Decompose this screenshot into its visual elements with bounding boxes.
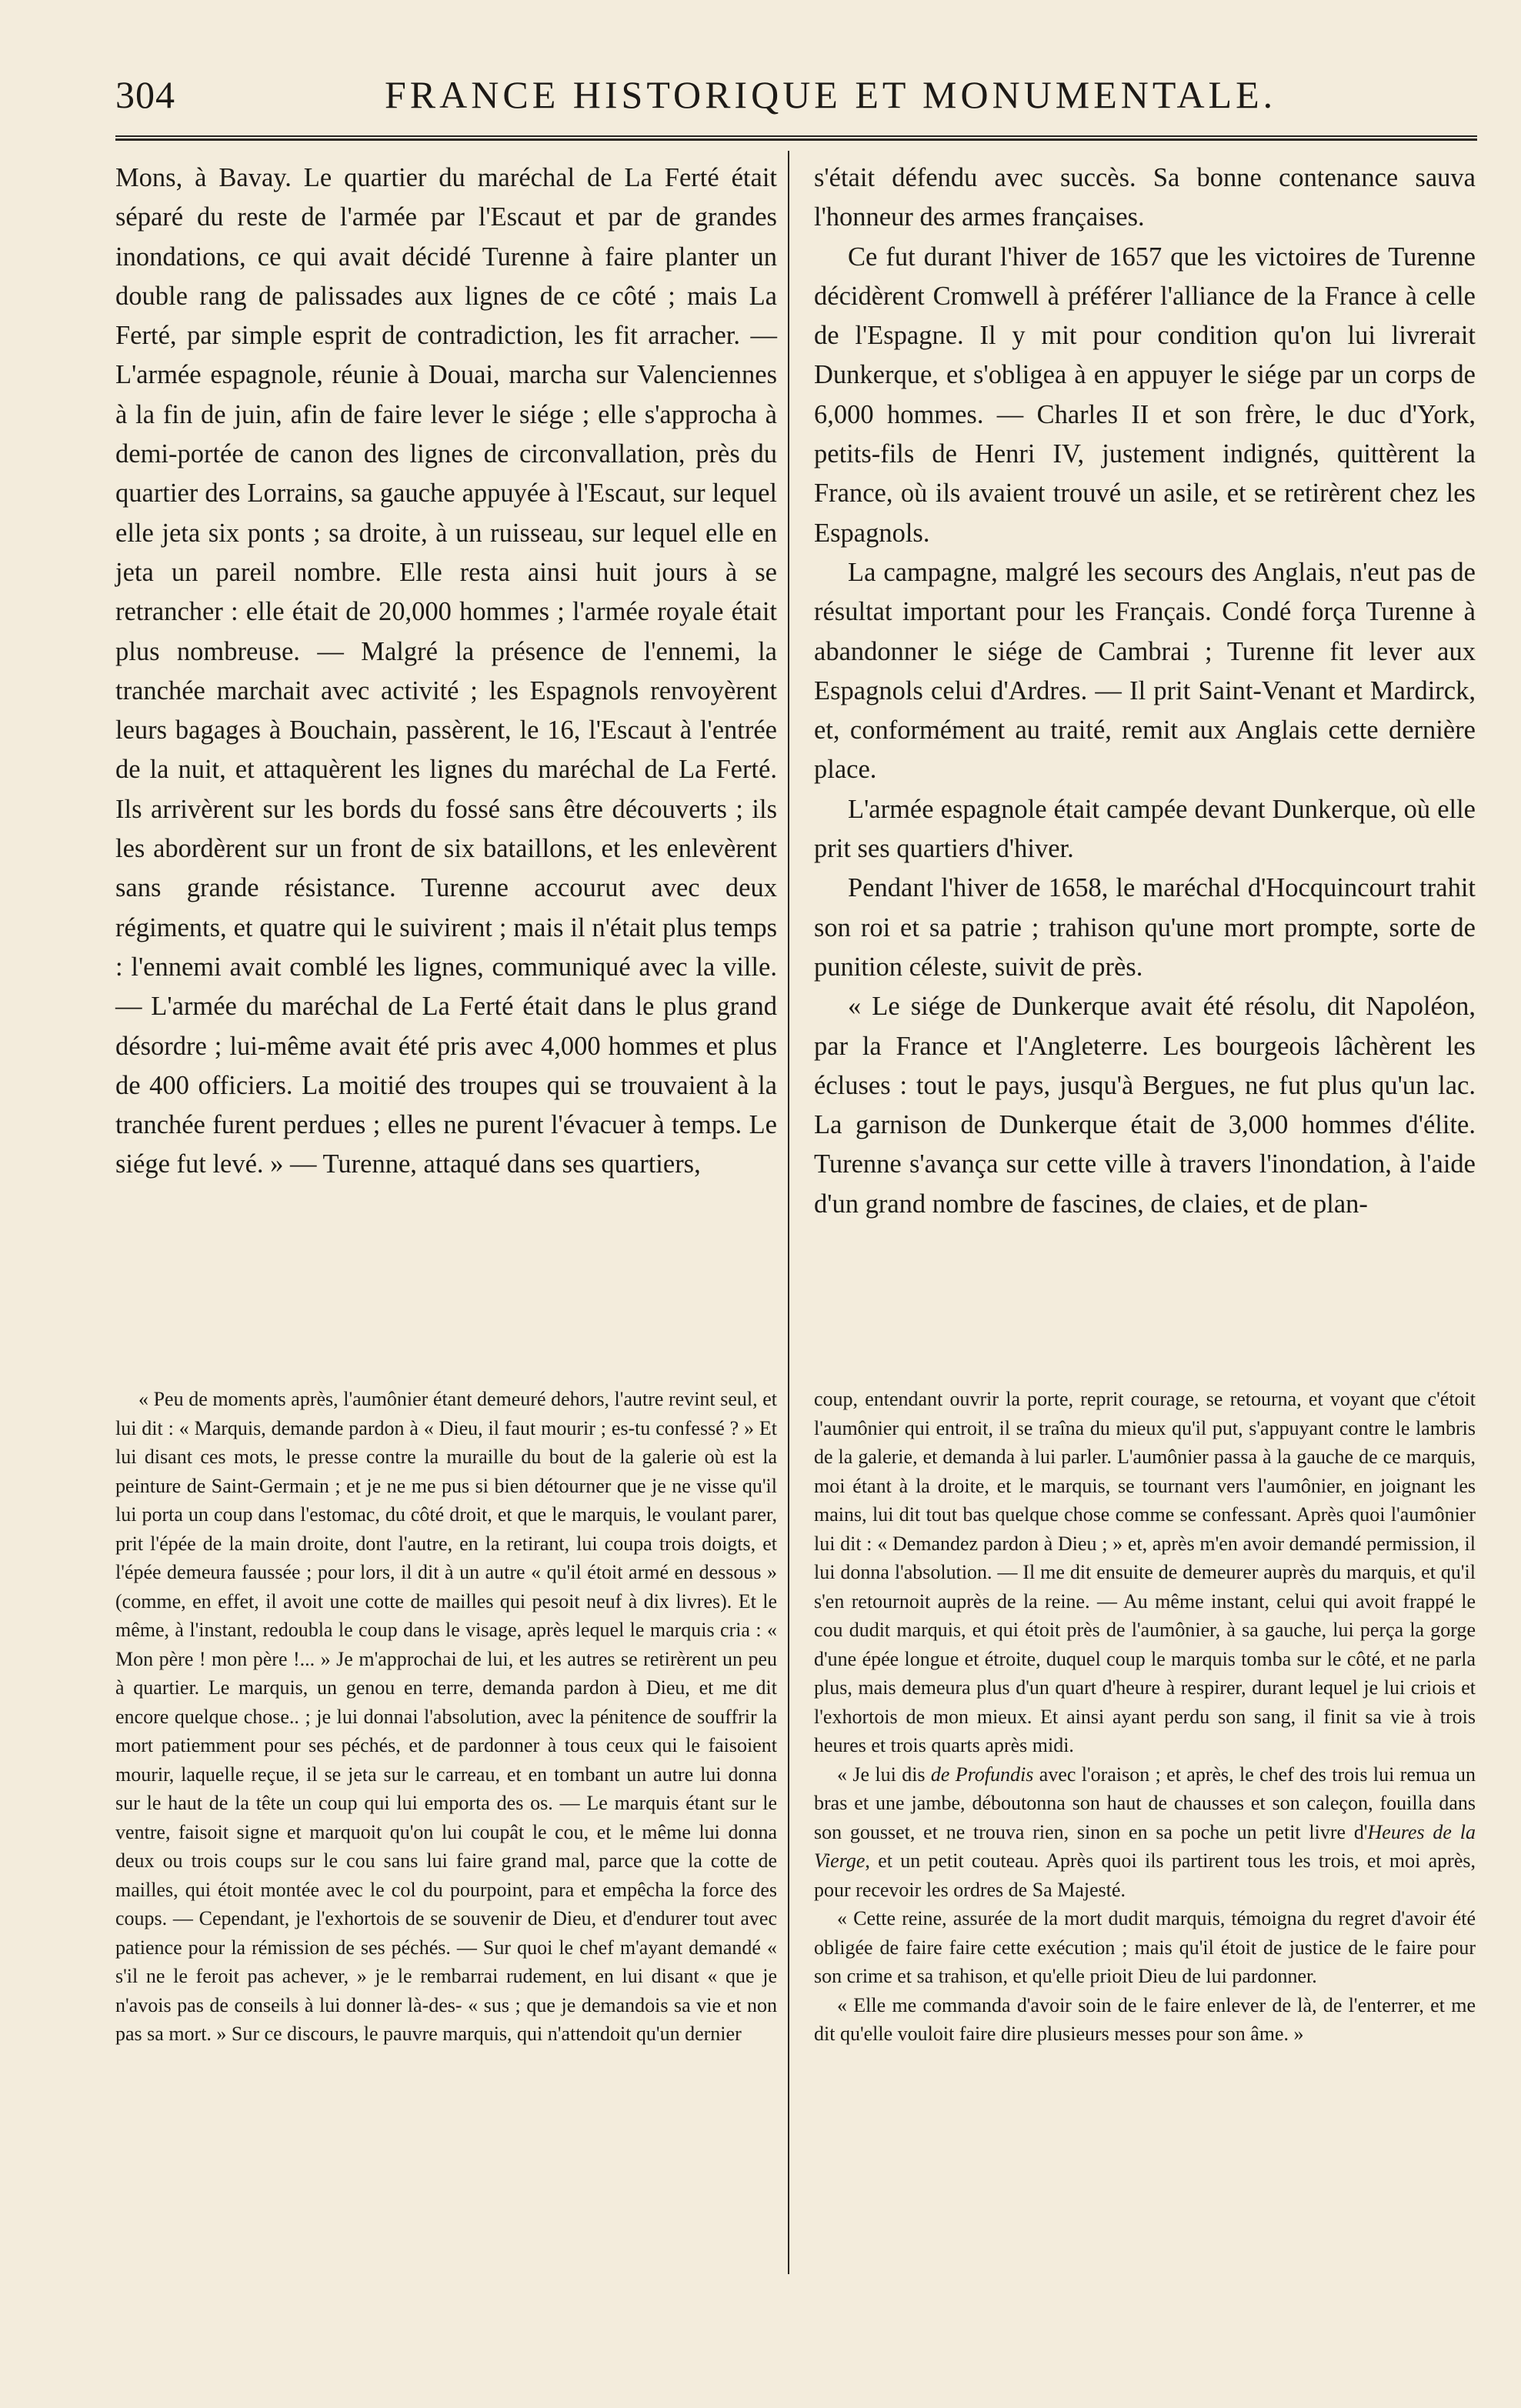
paragraph: Pendant l'hiver de 1658, le maréchal d'Hocquincourt trahit son roi et sa patrie ; trahison qu'une mort prompte, sorte de punition céleste, suivit de près. <box>814 873 1476 982</box>
footnote-paragraph: « Cette reine, assurée de la mort dudit marquis, témoigna du regret d'avoir été obligée de faire faire cette exécution ; mais qu'il étoit de justice de le faire pour son crime et sa trahison, et qu'elle prioit Dieu de lui pardonner. <box>814 1907 1476 1987</box>
paragraph: Mons, à Bavay. Le quartier du maréchal de La Ferté était séparé du reste de l'armée par l'Escaut et par de grandes inondations, ce qui avait décidé Turenne à faire planter un double rang de palissades aux lignes de ce côté ; mais La Ferté, par simple esprit de contradiction, les fit arracher. — L'armée espagnole, réunie à Douai, marcha sur Valenciennes à la fin de juin, afin de faire lever le siége ; elle s'approcha à demi-portée de canon des lignes de circonvallation, près du quartier des Lorrains, sa gauche appuyée à l'Escaut, sur lequel elle jeta six ponts ; sa droite, à un ruisseau, sur lequel elle en jeta un pareil nombre. Elle resta ainsi huit jours à se retrancher : elle était de 20,000 hommes ; l'armée royale était plus nombreuse. — Malgré la présence de l'ennemi, la tranchée marchait avec activité ; les Espagnols renvoyèrent leurs bagages à Bouchain, passèrent, le 16, l'Escaut à l'entrée de la nuit, et attaquèrent les lignes du maréchal de La Ferté. Ils arrivèrent sur les bords du fossé sans être découverts ; ils les abordèrent sur un front de six bataillons, et les enlevèrent sans grande résistance. Turenne accourut avec deux régiments, et quatre qui le suivirent ; mais il n'était plus temps : l'ennemi avait comblé les lignes, communiqué avec la ville. — L'armée du maréchal de La Ferté était dans le plus grand désordre ; lui-même avait été pris avec 4,000 hommes et plus de 400 officiers. La moitié des troupes qui se trouvaient à la tranchée furent perdues ; elles ne purent l'évacuer à temps. Le siége fut levé. » — Turenne, attaqué dans ses quartiers, <box>115 163 777 1179</box>
header-rule <box>115 135 1477 141</box>
paragraph: s'était défendu avec succès. Sa bonne contenance sauva l'honneur des armes françaises. <box>814 163 1476 232</box>
footnote-text: « Je lui dis <box>837 1763 931 1786</box>
footnote-text: avec l'oraison ; et après, le chef des trois lui remua un bras et une jambe, déboutonna son haut de chausses et son caleçon, fouilla dans son gousset, et ne trouva rien, sinon en sa poche un petit livre d' <box>814 1763 1476 1843</box>
page-number: 304 <box>115 73 175 116</box>
column-divider <box>788 151 789 2274</box>
footnote-right-column <box>814 1385 1476 2049</box>
main-text-right-column <box>814 158 1476 1224</box>
paragraph: Ce fut durant l'hiver de 1657 que les victoires de Turenne décidèrent Cromwell à préférer l'alliance de la France à celle de l'Espagne. Il y mit pour condition qu'on lui livrerait Dunkerque, et s'obligea à en appuyer le siége par un corps de 6,000 hommes. — Charles II et son frère, le duc d'York, petits-fils de Henri IV, justement indignés, quittèrent la France, où ils avaient trouvé un asile, et se retirèrent chez les Espagnols. <box>814 242 1476 548</box>
paragraph: L'armée espagnole était campée devant Dunkerque, où elle prit ses quartiers d'hiver. <box>814 794 1476 864</box>
main-text-left-column <box>115 158 777 1185</box>
paragraph: La campagne, malgré les secours des Anglais, n'eut pas de résultat important pour les Français. Condé força Turenne à abandonner le siége de Cambrai ; Turenne fit lever aux Espagnols celui d'Ardres. — Il prit Saint-Venant et Mardirck, et, conformément au traité, remit aux Anglais cette dernière place. <box>814 557 1476 785</box>
paragraph: « Le siége de Dunkerque avait été résolu, dit Napoléon, par la France et l'Angleterre. Les bourgeois lâchèrent les écluses : tout le pays, jusqu'à Bergues, ne fut plus qu'un lac. La garnison de Dunkerque était de 3,000 hommes d'élite. Turenne s'avança sur cette ville à travers l'inondation, à l'aide d'un grand nombre de fascines, de claies, et de plan- <box>814 992 1476 1219</box>
footnote-left-column <box>115 1385 777 2049</box>
footnote-text: , et un petit couteau. Après quoi ils partirent tous les trois, et moi après, pour recevoir les ordres de Sa Majesté. <box>814 1849 1476 1901</box>
book-title: Heures de la Vierge <box>814 1820 1476 1872</box>
footnote-paragraph: « Elle me commanda d'avoir soin de le faire enlever de là, de l'enterrer, et me dit qu'elle vouloit faire dire plusieurs messes pour son âme. » <box>814 1993 1476 2045</box>
footnote-paragraph: coup, entendant ouvrir la porte, reprit courage, se retourna, et voyant que c'étoit l'aumônier qui entroit, il se traîna du mieux qu'il put, s'appuyant contre le lambris de la galerie, et demanda à lui parler. L'aumônier passa à la gauche de ce marquis, moi étant à la droite, et le marquis, se tournant vers l'aumônier, en joignant les mains, lui dit tout bas quelque chose comme se confessant. Après quoi l'aumônier lui dit : « Demandez pardon à Dieu ; » et, après m'en avoir demandé permission, il lui donna l'absolution. — Il me dit ensuite de demeurer auprès du marquis, et qu'il s'en retournoit auprès de la reine. — Au même instant, celui qui avoit frappé le cou dudit marquis, et qui étoit près de l'aumônier, à sa gauche, lui perça la gorge d'une épée longue et étroite, duquel coup le marquis tomba sur le côté, et ne parla plus, mais demeura plus d'un quart d'heure à respirer, durant lequel je lui criois et l'exhortois de mon mieux. Et ainsi ayant perdu son sang, il finit sa vie à trois heures et trois quarts après midi. <box>814 1388 1476 1756</box>
latin-title: de Profundis <box>930 1763 1034 1786</box>
footnote-paragraph: « Peu de moments après, l'aumônier étant demeuré dehors, l'autre revint seul, et lui dit : « Marquis, demande pardon à « Dieu, il faut mourir ; es-tu confessé ? » Et lui disant ces mots, le presse contre la muraille du bout de la galerie où est la peinture de Saint-Germain ; et je ne me pus si bien détourner que je ne visse qu'il lui porta un coup dans l'estomac, du côté droit, et que le marquis, le voulant parer, prit l'épée de la main droite, dont l'autre, en la retirant, lui coupa trois doigts, et l'épée demeura faussée ; pour lors, il dit à un autre « qu'il étoit armé en dessous » (comme, en effet, il avoit une cotte de mailles qui pesoit neuf à dix livres). Et le même, à l'instant, redoubla le coup dans le visage, après lequel le marquis cria : « Mon père ! mon père !... » Je m'approchai de lui, et les autres se retirèrent un peu à quartier. Le marquis, un genou en terre, demanda pardon à Dieu, et me dit encore quelque chose.. ; je lui donnai l'absolution, avec la pénitence de souffrir la mort patiemment pour ses péchés, et de pardonner à tous ceux qui le faisoient mourir, laquelle reçue, il se jeta sur le carreau, et en tombant un autre lui donna sur le haut de la tête un coup qui lui emporta des os. — Le marquis étant sur le ventre, faisoit signe et marquoit qu'on lui coupât le cou, et le même lui donna deux ou trois coups sur le cou sans lui faire grand mal, parce que la cotte de mailles, qui étoit montée avec le col du pourpoint, para et empêcha la force des coups. — Cependant, je l'exhortois de se souvenir de Dieu, et d'endurer tout avec patience pour la rémission de ses péchés. — Sur quoi le chef m'ayant demandé « s'il ne le feroit pas achever, » je le rembarrai rudement, en lui disant « que je n'avois pas de conseils à lui donner là-des- « sus ; que je demandois sa vie et non pas sa mort. » Sur ce discours, le pauvre marquis, qui n'attendoit qu'un dernier <box>115 1388 777 2045</box>
running-title: FRANCE HISTORIQUE ET MONUMENTALE. <box>385 73 1277 116</box>
footnote-paragraph <box>814 1760 1476 1905</box>
